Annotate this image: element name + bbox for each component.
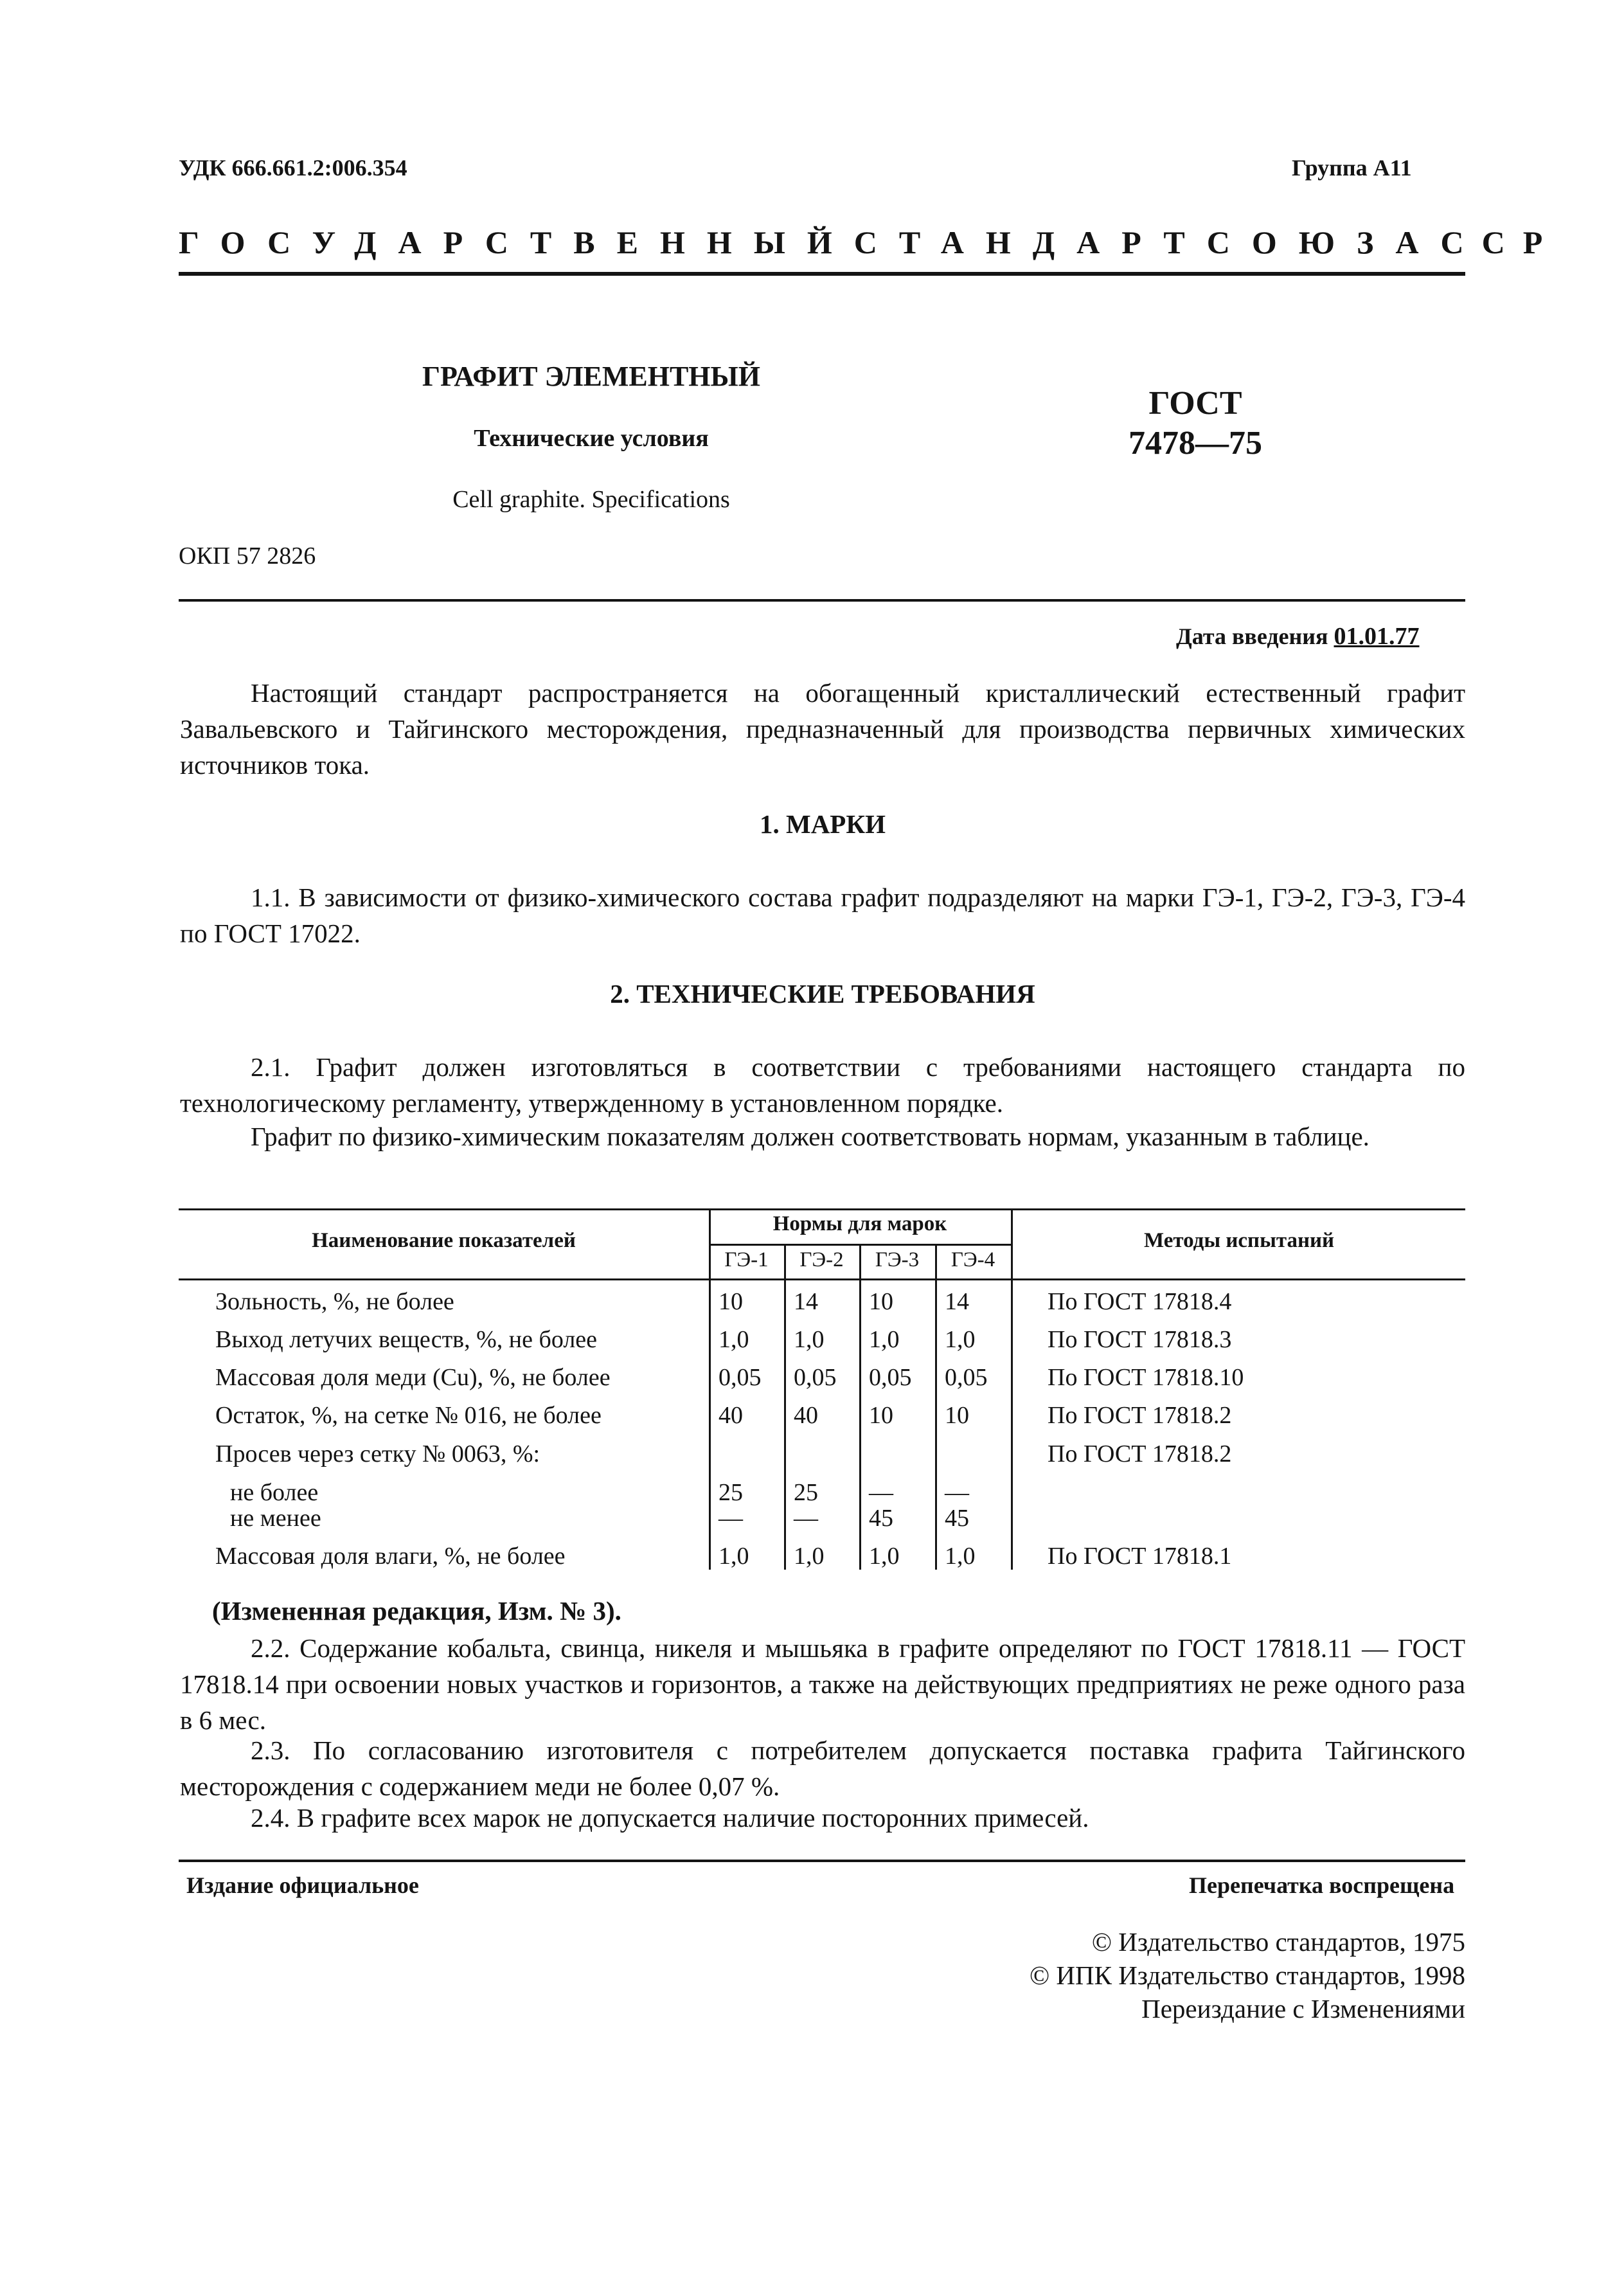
table-cell: 45 <box>869 1505 893 1532</box>
col-indicator-header: Наименование показателей <box>312 1229 576 1252</box>
table-cell: 1,0 <box>869 1543 900 1570</box>
table-top-rule <box>179 1208 1465 1210</box>
table-cell: 14 <box>794 1288 818 1315</box>
col-methods-header: Методы испытаний <box>1144 1229 1334 1252</box>
table-cell: 10 <box>869 1288 893 1315</box>
table-cell: 10 <box>869 1402 893 1429</box>
table-cell: 25 <box>718 1479 743 1506</box>
table-method: По ГОСТ 17818.1 <box>1048 1543 1232 1570</box>
grade-header: ГЭ-3 <box>875 1248 920 1271</box>
table-row-name: Массовая доля влаги, %, не более <box>215 1543 566 1570</box>
copyright-1998: © ИПК Издательство стандартов, 1998 <box>1029 1960 1465 1990</box>
copyright-block <box>835 1925 1465 2025</box>
table-cell: 1,0 <box>945 1543 976 1570</box>
section-1-paragraph: 1.1. В зависимости от физико-химического состава графит подразделяют на марки ГЭ-1, ГЭ-2, ГЭ-3, ГЭ-4 по ГОСТ 17022. <box>180 883 1465 948</box>
section-2-paragraph-2-2: 2.2. Содержание кобальта, свинца, никеля и мышьяка в графите определяют по ГОСТ 17818.11 — ГОСТ 17818.14 при освоении новых участков и горизонтов, а также на действующих предприятиях не реже одного раза в 6 мес. <box>180 1633 1465 1735</box>
table-method: По ГОСТ 17818.3 <box>1048 1326 1232 1353</box>
banner-rule <box>179 272 1465 276</box>
english-title: Cell graphite. Specifications <box>452 486 730 513</box>
grade-header: ГЭ-4 <box>950 1248 995 1271</box>
table-header-rule <box>179 1278 1465 1280</box>
table-row-name: Массовая доля меди (Cu), %, не более <box>215 1364 611 1391</box>
table-cell: 25 <box>794 1479 818 1506</box>
intro-paragraph: Настоящий стандарт распространяется на обогащенный кристаллический естественный графит Завальевского и Тайгинского месторождения, предназначенный для производства первичных химических источников тока. <box>180 678 1465 780</box>
standard-banner <box>179 224 1561 261</box>
group-code: Группа А11 <box>1292 155 1412 181</box>
table-cell: 1,0 <box>718 1326 749 1353</box>
table-cell: 40 <box>718 1402 743 1429</box>
document-title: ГРАФИТ ЭЛЕМЕНТНЫЙ <box>422 361 760 392</box>
table-cell: 10 <box>945 1402 969 1429</box>
table-row-name: не более <box>230 1479 319 1506</box>
table-cell: — <box>945 1479 969 1506</box>
grade-header: ГЭ-2 <box>799 1248 844 1271</box>
banner-word: ГОСУДАРСТВЕННЫЙ <box>179 224 854 260</box>
table-row-name: Выход летучих веществ, %, не более <box>215 1326 598 1353</box>
title-rule <box>179 599 1465 602</box>
table-cell: 0,05 <box>945 1364 988 1391</box>
table-method: По ГОСТ 17818.4 <box>1048 1288 1232 1315</box>
section-2-paragraph-2-4: 2.4. В графите всех марок не допускается наличие посторонних примесей. <box>251 1803 1089 1833</box>
table-cell: 14 <box>945 1288 969 1315</box>
section-1-title: 1. МАРКИ <box>760 809 886 839</box>
section-2-paragraph-1: 2.1. Графит должен изготовляться в соответствии с требованиями настоящего стандарта по технологическому регламенту, утвержденному в установленном порядке. <box>180 1052 1465 1118</box>
table-cell: 1,0 <box>945 1326 976 1353</box>
intro-date-label: Дата введения <box>1176 623 1328 649</box>
banner-word: СОЮЗА <box>1206 224 1441 260</box>
table-row-name: не менее <box>230 1505 321 1532</box>
intro-date-value: 01.01.77 <box>1334 623 1420 650</box>
table-cell: 0,05 <box>869 1364 912 1391</box>
gost-number: 7478—75 <box>1129 425 1262 462</box>
amendment-note: (Измененная редакция, Изм. № 3). <box>212 1596 621 1626</box>
table-cell: 1,0 <box>718 1543 749 1570</box>
grade-header: ГЭ-1 <box>724 1248 769 1271</box>
table-cell: 1,0 <box>794 1326 825 1353</box>
table-cell: — <box>794 1505 818 1532</box>
udk-code: УДК 666.661.2:006.354 <box>179 155 407 181</box>
footer-rule <box>179 1860 1465 1862</box>
okp-code: ОКП 57 2826 <box>179 543 316 569</box>
table-row-name: Остаток, %, на сетке № 016, не более <box>215 1402 602 1429</box>
official-edition: Издание официальное <box>186 1872 419 1898</box>
table-cell: 1,0 <box>869 1326 900 1353</box>
section-2-title: 2. ТЕХНИЧЕСКИЕ ТРЕБОВАНИЯ <box>610 979 1035 1009</box>
table-cell: 1,0 <box>794 1543 825 1570</box>
banner-word: ССР <box>1440 224 1561 260</box>
table-vline <box>859 1244 861 1570</box>
table-vline <box>784 1244 786 1570</box>
table-row-name: Зольность, %, не более <box>215 1288 454 1315</box>
banner-word: СТАНДАРТ <box>853 224 1207 260</box>
reprint-prohibited: Перепечатка воспрещена <box>1189 1872 1455 1898</box>
table-method: По ГОСТ 17818.2 <box>1048 1440 1232 1467</box>
table-cell: 45 <box>945 1505 969 1532</box>
table-method: По ГОСТ 17818.10 <box>1048 1364 1244 1391</box>
table-method: По ГОСТ 17818.2 <box>1048 1402 1232 1429</box>
table-vline <box>1011 1208 1013 1570</box>
reissue-note: Переиздание с Изменениями <box>1141 1994 1465 2023</box>
table-cell: 0,05 <box>718 1364 762 1391</box>
table-cell: 40 <box>794 1402 818 1429</box>
table-cell: 0,05 <box>794 1364 837 1391</box>
table-vline <box>935 1244 937 1570</box>
col-norms-header: Нормы для марок <box>772 1212 947 1235</box>
gost-label: ГОСТ <box>1148 385 1242 422</box>
section-2-paragraph-2: Графит по физико-химическим показателям должен соответствовать нормам, указанным в таблице. <box>251 1122 1370 1151</box>
copyright-1975: © Издательство стандартов, 1975 <box>1091 1927 1465 1957</box>
table-cell: — <box>718 1505 743 1532</box>
section-2-paragraph-2-3: 2.3. По согласованию изготовителя с потребителем допускается поставка графита Тайгинского месторождения с содержанием меди не более 0,07 %. <box>180 1735 1465 1801</box>
intro-date <box>1176 622 1420 650</box>
document-subtitle: Технические условия <box>474 425 709 452</box>
table-cell: — <box>869 1479 893 1506</box>
table-cell: 10 <box>718 1288 743 1315</box>
table-row-name: Просев через сетку № 0063, %: <box>215 1440 540 1467</box>
